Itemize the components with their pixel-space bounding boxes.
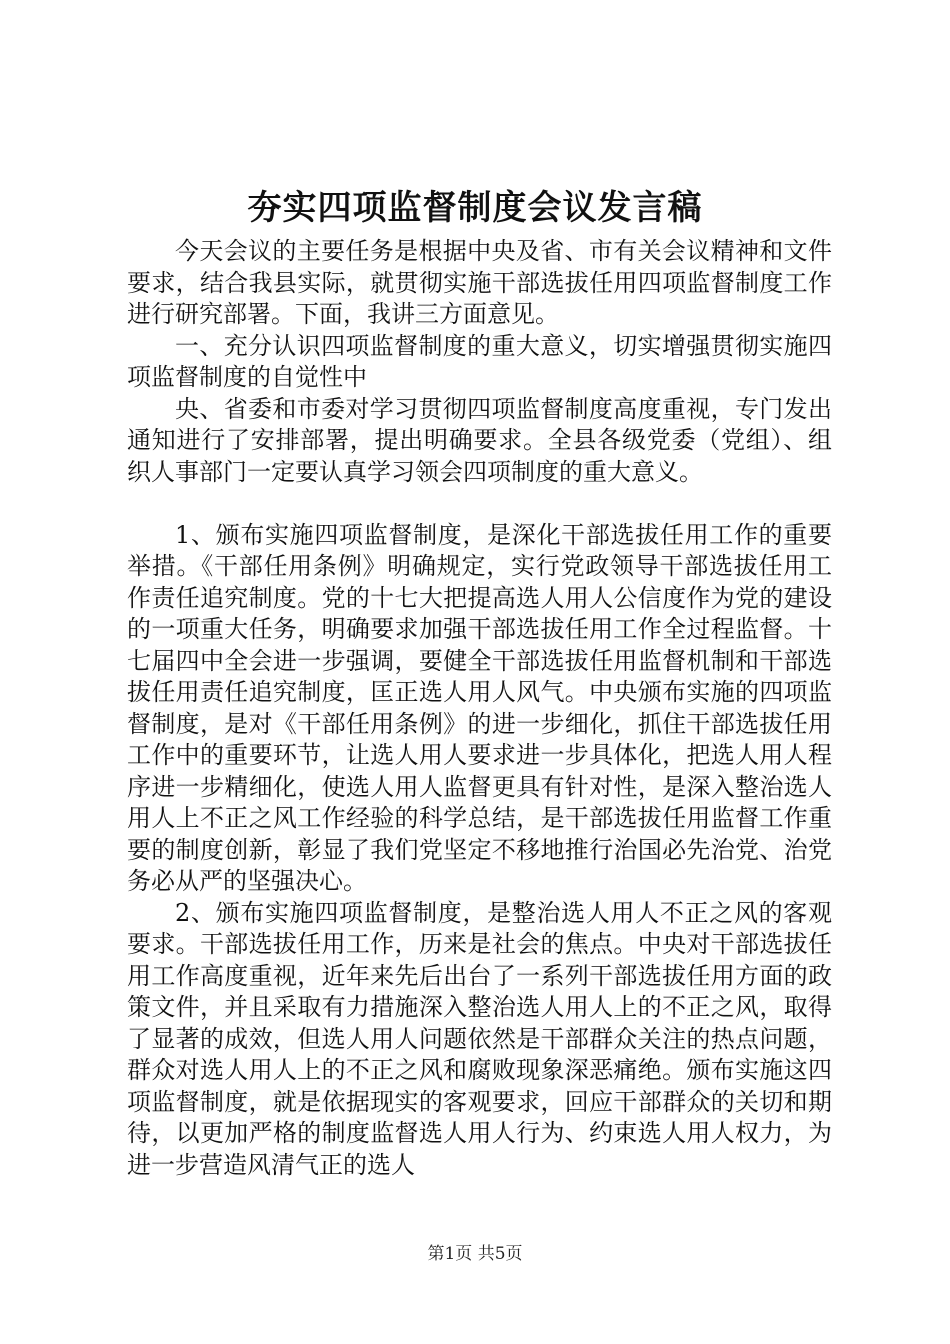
paragraph-point-1: 1、颁布实施四项监督制度，是深化干部选拔任用工作的重要举措。《干部任用条例》明确规定，实行党政领导干部选拔任用工作责任追究制度。党的十七大把提高选人用人公信度作为党的建设的一项重大任务，明确要求加强干部选拔任用工作全过程监督。十七届四中全会进一步强调，要健全干部选拔任用监督机制和干部选拔任用责任追究制度，匡正选人用人风气。中央颁布实施的四项监督制度，是对《干部任用条例》的进一步细化，抓住干部选拔任用工作中的重要环节，让选人用人要求进一步具体化，把选人用人程序进一步精细化，使选人用人监督更具有针对性，是深入整治选人用人上不正之风工作经验的科学总结，是干部选拔任用监督工作重要的制度创新，彰显了我们党坚定不移地推行治国必先治党、治党务必从严的坚强决心。	[127, 520, 832, 895]
paragraph-intro: 今天会议的主要任务是根据中央及省、市有关会议精神和文件要求，结合我县实际，就贯彻实施干部选拔任用四项监督制度工作进行研究部署。下面，我讲三方面意见。	[127, 237, 832, 328]
document-body	[127, 236, 832, 1181]
paragraph-central-notice: 央、省委和市委对学习贯彻四项监督制度高度重视，专门发出通知进行了安排部署，提出明确要求。全县各级党委（党组）、组织人事部门一定要认真学习领会四项制度的重大意义。	[127, 394, 832, 486]
page-number-footer: 第1页 共5页	[427, 1244, 523, 1264]
paragraph-section-heading: 一、充分认识四项监督制度的重大意义，切实增强贯彻实施四项监督制度的自觉性中	[127, 331, 832, 391]
document-title: 夯实四项监督制度会议发言稿	[247, 188, 703, 228]
paragraph-point-2: 2、颁布实施四项监督制度，是整治选人用人不正之风的客观要求。干部选拔任用工作，历来是社会的焦点。中央对干部选拔任用工作高度重视，近年来先后出台了一系列干部选拔任用方面的政策文件，并且采取有力措施深入整治选人用人上的不正之风，取得了显著的成效，但选人用人问题依然是干部群众关注的热点问题，群众对选人用人上的不正之风和腐败现象深恶痛绝。颁布实施这四项监督制度，就是依据现实的客观要求，回应干部群众的关切和期待，以更加严格的制度监督选人用人行为、约束选人用人权力，为进一步营造风清气正的选人	[127, 898, 832, 1179]
